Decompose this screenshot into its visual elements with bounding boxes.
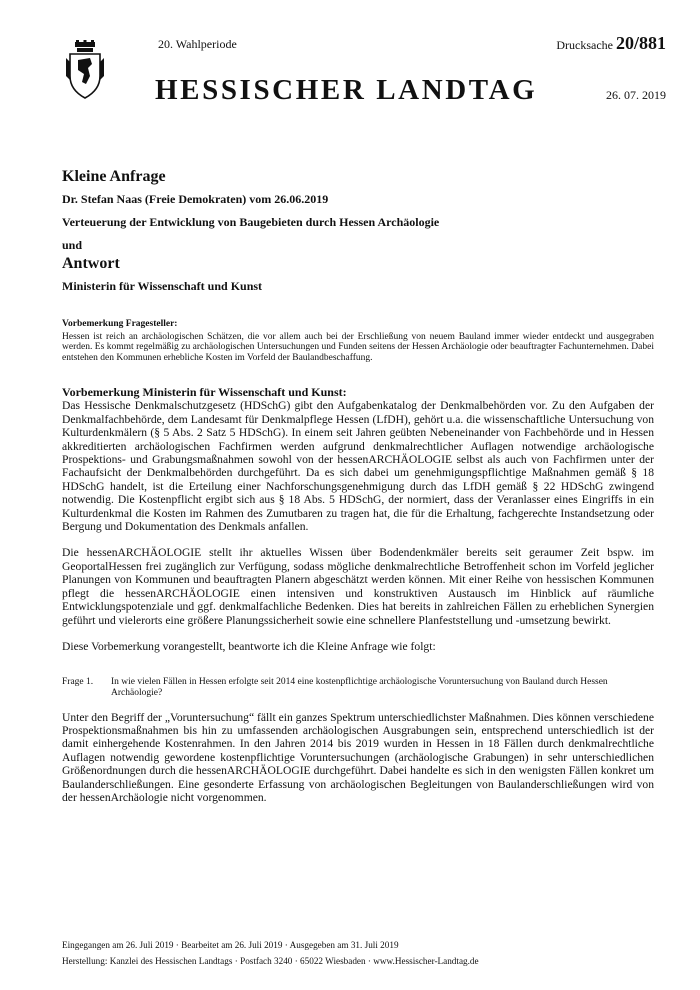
frage-1-text: In wie vielen Fällen in Hessen erfolgte seit 2014 eine kostenpflichtige archäologische Voruntersuchung von Bauland durch Hessen Archäologie?	[111, 677, 608, 698]
drucksache	[556, 33, 666, 54]
vorbemerkung-fragesteller	[62, 319, 654, 363]
footer-dates: Eingegangen am 26. Juli 2019 · Bearbeitet am 26. Juli 2019 · Ausgegeben am 31. Juli 2019	[62, 940, 399, 950]
main-text	[62, 386, 654, 817]
paragraph-3: Diese Vorbemerkung vorangestellt, beantworte ich die Kleine Anfrage wie folgt:	[62, 639, 436, 653]
drucksache-label: Drucksache	[556, 38, 613, 52]
anfrage-title: Verteuerung der Entwicklung von Baugebieten durch Hessen Archäologie	[62, 215, 440, 229]
vorbemerkung-fragesteller-text: Hessen ist reich an archäologischen Schätzen, die vor allem auch bei der Erschließung von neuem Bauland immer wieder entdeckt und ausgegraben werden. Es kommt regelmäßig zu archäologischen Untersuchungen und Funden seitens der Hessen Archäologie oder beauftragter Fachunternehmen. Dabei entstehen den Kommunen erhebliche Kosten im Vorfeld der Baulandbeschaffung.	[62, 331, 654, 363]
frage-1	[62, 677, 654, 698]
document-date: 26. 07. 2019	[606, 88, 666, 102]
frage-1-number: Frage 1.	[62, 677, 94, 688]
footer	[62, 937, 662, 969]
ministerium: Ministerin für Wissenschaft und Kunst	[62, 279, 263, 293]
anfrage-author: Dr. Stefan Naas (Freie Demokraten) vom 26.06.2019	[62, 192, 329, 206]
antwort-1: Unter den Begriff der „Voruntersuchung“ fällt ein ganzes Spektrum unterschiedlichster Maßnahmen. Dies können verschiedene Prospektionsmaßnahmen bis hin zu umfassenden archäologischen Ausgrabungen sein, entsprechend unterschiedlich ist der damit einhergehende Kostenrahmen. In den Jahren 2014 bis 2019 wurden in Hessen in 18 Fällen durch denkmalrechtliche Auflagen notwendig gewordene kostenpflichtige Voruntersuchungen (archäologische Grabungen) in sehr unterschiedlichen Größenordnungen durch die hessenARCHÄOLOGIE durchgeführt. Dabei handelte es sich in den wenigsten Fällen konkret um Baulanderschließungen. Eine gesonderte Erfassung von archäologischen Begleitungen von Baulanderschließungen wird von der hessenArchäologie nicht vorgenommen.	[62, 710, 654, 804]
drucksache-number: 20/881	[615, 33, 666, 53]
hessen-crest-logo	[64, 40, 106, 100]
antwort-label: Antwort	[62, 255, 120, 272]
paragraph-1: Das Hessische Denkmalschutzgesetz (HDSchG) gibt den Aufgabenkatalog der Denkmalbehörden vor. Zu den Aufgaben der Denkmalfachbehörde, dem Landesamt für Denkmalpflege Hessen (LfDH), gehört u.a. die wissenschaftliche Untersuchung von Kulturdenkmälern (§ 5 Abs. 2 Satz 5 HDSchG). In einem seit Jahren geübten Nebeneinander von Fachbehörde und in Hessen akkreditierten archäologischen Fachfirmen werden aufgrund denkmalrechtlicher Auflagen notwendige archäologische Prospektions- und Grabungsmaßnahmen sowohl von der hessenARCHÄOLOGIE selbst als auch von Fachfirmen unter der Fachaufsicht der Denkmalbehörden durchgeführt. Da es sich dabei um genehmigungspflichtige Maßnahmen gemäß § 18 HDSchG handelt, ist die Erteilung einer Nachforschungsgenehmigung durch das LfDH gemäß § 22 HDSchG zwingend notwendig. Die Kostenpflicht ergibt sich aus § 18 Abs. 5 HDSchG, der normiert, dass der Veranlasser eines Eingriffs in ein Kulturdenkmal die Kosten im Rahmen des Zumutbaren zu tragen hat, die für die Erhaltung, fachgerechte Instandsetzung oder Bergung und Dokumentation des Denkmals anfallen.	[62, 399, 654, 534]
vorbemerkung-ministerin-title: Vorbemerkung Ministerin für Wissenschaft und Kunst:	[62, 385, 347, 399]
und-label: und	[62, 238, 83, 252]
wahlperiode: 20. Wahlperiode	[158, 37, 237, 51]
vorbemerkung-fragesteller-title: Vorbemerkung Fragesteller:	[62, 319, 178, 329]
paragraph-2: Die hessenARCHÄOLOGIE stellt ihr aktuelles Wissen über Bodendenkmäler bereits seit geraumer Zeit bspw. im GeoportalHessen frei zugänglich zur Verfügung, sodass mögliche denkmalrechtliche Betroffenheit schon im Vorfeld jeglicher Planungen von Kommunen und beauftragten Planern abgeschätzt werden können. Mit einer Reihe von hessischen Kommunen pflegt die hessenARCHÄOLOGIE einen intensiven und konstruktiven Austausch im Hinblick auf räumliche Entwicklungspotenziale und ggf. denkmalfachliche Bedenken. Dies hat bereits in zahlreichen Fällen zu erheblichen Synergien geführt und vielerorts eine größere Planungssicherheit sowie eine schnellere Planfeststellung und -umsetzung bewirkt.	[62, 546, 654, 627]
anfrage-type: Kleine Anfrage	[62, 168, 166, 185]
institution-title: HESSISCHER LANDTAG	[155, 74, 538, 106]
footer-publisher: Herstellung: Kanzlei des Hessischen Landtags · Postfach 3240 · 65022 Wiesbaden · www.Hessischer-Landtag.de	[62, 956, 479, 966]
anfrage-header	[62, 168, 662, 302]
